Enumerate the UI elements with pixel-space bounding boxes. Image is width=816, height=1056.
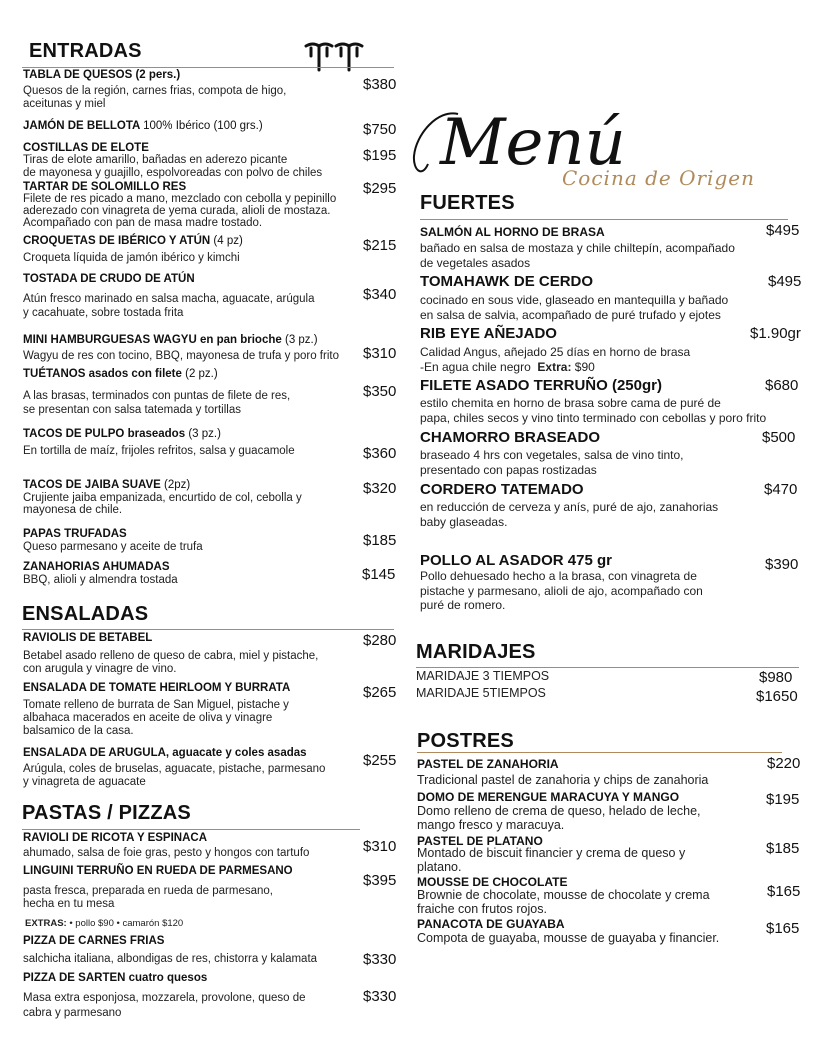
menu-item-desc: Betabel asado relleno de queso de cabra, miel y pistache, con arugula y vinagre de vino. [23, 650, 319, 675]
section-rule [22, 67, 394, 68]
menu-item-price: $1650 [756, 688, 798, 705]
menu-item-price: $1.90gr [750, 325, 801, 342]
menu-item-desc: ahumado, salsa de foie gras, pesto y hongos con tartufo [23, 847, 310, 859]
menu-item-desc: En tortilla de maíz, frijoles refritos, salsa y guacamole [23, 445, 295, 457]
menu-item-price: $470 [764, 481, 798, 498]
menu-item-price: $255 [363, 752, 397, 769]
menu-item-price: $165 [767, 883, 801, 900]
menu-item-desc: Arúgula, coles de bruselas, aguacate, pistache, parmesano y vinagreta de aguacate [23, 763, 326, 788]
menu-item-name: PANACOTA DE GUAYABA [417, 917, 565, 931]
menu-item-desc: salchicha italiana, albondigas de res, chistorra y kalamata [23, 953, 318, 965]
menu-item-name: DOMO DE MERENGUE MARACUYA Y MANGO [417, 790, 680, 804]
menu-item-desc: Montado de biscuit financier y crema de queso y platano. [417, 846, 686, 874]
menu-item-name: ZANAHORIAS AHUMADAS [23, 561, 170, 573]
menu-subtitle: Cocina de Origen [562, 166, 755, 190]
menu-item-name: TACOS DE JAIBA SUAVE (2pz) [23, 479, 191, 491]
section-title-pastas: PASTAS / PIZZAS [22, 802, 191, 824]
menu-item-price: $360 [363, 445, 397, 462]
menu-item-desc: Masa extra esponjosa, mozzarela, provolone, queso de cabra y parmesano [23, 992, 306, 1019]
menu-item-name: TABLA DE QUESOS (2 pers.) [23, 69, 181, 81]
menu-item-name: FILETE ASADO TERRUÑO (250gr) [420, 377, 662, 394]
menu-item-desc: bañado en salsa de mostaza y chile chiltepín, acompañado de vegetales asados [420, 241, 735, 270]
menu-item-desc: Calidad Angus, añejado 25 días en horno de brasa -En agua chile negro Extra: $90 [420, 345, 691, 374]
menu-item-name: MOUSSE DE CHOCOLATE [417, 875, 568, 889]
section-title-entradas: ENTRADAS [29, 40, 142, 62]
menu-item-name: TUÉTANOS asados con filete (2 pz.) [23, 368, 218, 380]
menu-item-price: $495 [766, 222, 800, 239]
menu-item-price: $340 [363, 286, 397, 303]
menu-item-price: $750 [363, 121, 397, 138]
menu-item-name: RIB EYE AÑEJADO [420, 325, 557, 342]
menu-item-price: $320 [363, 480, 397, 497]
menu-item-desc: Brownie de chocolate, mousse de chocolate y crema fraiche con frutos rojos. [417, 888, 710, 916]
menu-item-desc: braseado 4 hrs con vegetales, salsa de vino tinto, presentado con papas rostizadas [420, 448, 684, 477]
menu-item-price: $195 [363, 147, 397, 164]
menu-item-desc: Croqueta líquida de jamón ibérico y kimchi [23, 252, 240, 264]
section-title-maridajes: MARIDAJES [416, 641, 536, 663]
menu-item-name: SALMÓN AL HORNO DE BRASA [420, 225, 605, 239]
menu-item-price: $215 [363, 237, 397, 254]
menu-item-desc: BBQ, alioli y almendra tostada [23, 574, 178, 586]
section-title-fuertes: FUERTES [420, 192, 515, 214]
menu-item-price: $185 [363, 532, 397, 549]
menu-item-name: PIZZA DE SARTEN cuatro quesos [23, 972, 208, 984]
menu-item-price: $185 [766, 840, 800, 857]
menu-item-desc: pasta fresca, preparada en rueda de parmesano, hecha en tu mesa [23, 885, 273, 910]
menu-item-name: CORDERO TATEMADO [420, 481, 584, 498]
menu-item-name: CHAMORRO BRASEADO [420, 429, 600, 446]
section-rule [417, 752, 782, 753]
menu-item-price: $310 [363, 838, 397, 855]
menu-item-name: MARIDAJE 5TIEMPOS [416, 686, 546, 700]
menu-item-name: PIZZA DE CARNES FRIAS [23, 935, 165, 947]
menu-item-desc: Pollo dehuesado hecho a la brasa, con vinagreta de pistache y parmesano, alioli de ajo, acompañado con puré de romero. [420, 569, 703, 612]
menu-item-name: COSTILLAS DE ELOTE [23, 142, 149, 154]
menu-item-desc: en reducción de cerveza y anís, puré de ajo, zanahorias baby glaseadas. [420, 500, 719, 529]
section-rule [416, 667, 799, 668]
menu-item-desc: Wagyu de res con tocino, BBQ, mayonesa de trufa y poro frito [23, 350, 339, 362]
section-title-ensaladas: ENSALADAS [22, 603, 149, 625]
menu-item-desc: Crujiente jaiba empanizada, encurtido de col, cebolla y mayonesa de chile. [23, 492, 302, 516]
menu-item-name: RAVIOLI DE RICOTA Y ESPINACA [23, 832, 208, 844]
menu-item-price: $980 [759, 669, 793, 686]
menu-item-name: PASTEL DE PLATANO [417, 834, 543, 848]
menu-item-extras: EXTRAS: • pollo $90 • camarón $120 [25, 918, 184, 929]
menu-item-desc: cocinado en sous vide, glaseado en mantequilla y bañado en salsa de salvia, acompañado de puré trufado y ejotes [420, 293, 729, 322]
menu-item-price: $350 [363, 383, 397, 400]
menu-item-price: $295 [363, 180, 397, 197]
menu-item-desc: Tradicional pastel de zanahoria y chips de zanahoria [417, 773, 709, 787]
menu-item-name: TOMAHAWK DE CERDO [420, 273, 594, 290]
menu-item-name: ENSALADA DE ARUGULA, aguacate y coles asadas [23, 747, 307, 759]
menu-item-name: PAPAS TRUFADAS [23, 528, 127, 540]
menu-item-price: $310 [363, 345, 397, 362]
menu-item-name: CROQUETAS DE IBÉRICO Y ATÚN (4 pz) [23, 235, 243, 247]
menu-item-desc: Queso parmesano y aceite de trufa [23, 541, 203, 553]
menu-item-price: $330 [363, 988, 397, 1005]
menu-item-name: POLLO AL ASADOR 475 gr [420, 552, 612, 569]
menu-item-desc: Tomate relleno de burrata de San Miguel, pistache y albahaca macerados en aceite de oliva y vinagre balsamico de la casa. [23, 699, 289, 737]
menu-item-name: TARTAR DE SOLOMILLO RES [23, 181, 187, 193]
flourish-icon [408, 104, 468, 184]
menu-item-price: $500 [762, 429, 796, 446]
menu-item-name: PASTEL DE ZANAHORIA [417, 757, 559, 771]
menu-item-desc: Filete de res picado a mano, mezclado con cebolla y pepinillo aderezado con vinagreta de yema curada, alioli de mostaza. Acompañado con pan de masa madre tostado. [23, 193, 337, 229]
section-title-postres: POSTRES [417, 730, 514, 752]
menu-item-price: $390 [765, 556, 799, 573]
menu-item-name: MINI HAMBURGUESAS WAGYU en pan brioche (3 pz.) [23, 334, 318, 346]
menu-item-name: LINGUINI TERRUÑO EN RUEDA DE PARMESANO [23, 865, 293, 877]
menu-item-desc: estilo chemita en horno de brasa sobre cama de puré de papa, chiles secos y vino tinto terminado con cebollas y poro frito [420, 396, 767, 425]
menu-item-price: $330 [363, 951, 397, 968]
section-rule [420, 219, 788, 220]
menu-item-price: $280 [363, 632, 397, 649]
menu-item-desc: A las brasas, terminados con puntas de filete de res, se presentan con salsa tatemada y tortillas [23, 390, 291, 416]
menu-item-name: ENSALADA DE TOMATE HEIRLOOM Y BURRATA [23, 682, 291, 694]
menu-item-name: JAMÓN DE BELLOTA 100% Ibérico (100 grs.) [23, 120, 263, 132]
section-rule [22, 829, 360, 830]
menu-item-price: $220 [767, 755, 801, 772]
menu-item-desc: Atún fresco marinado en salsa macha, aguacate, arúgula y cacahuate, sobre tostada frita [23, 293, 315, 319]
menu-item-price: $165 [766, 920, 800, 937]
menu-item-price: $145 [362, 566, 396, 583]
menu-item-desc: Compota de guayaba, mousse de guayaba y financier. [417, 931, 720, 945]
menu-item-name: TACOS DE PULPO braseados (3 pz.) [23, 428, 221, 440]
menu-item-name: TOSTADA DE CRUDO DE ATÚN [23, 273, 195, 285]
menu-title: Menú [440, 106, 626, 180]
menu-item-desc: Tiras de elote amarillo, bañadas en aderezo picante de mayonesa y guajillo, espolvoreadas con polvo de chiles [23, 154, 323, 179]
menu-item-price: $495 [768, 273, 802, 290]
menu-item-price: $265 [363, 684, 397, 701]
menu-item-price: $380 [363, 76, 397, 93]
menu-item-desc: Quesos de la región, carnes frias, compota de higo, aceitunas y miel [23, 85, 287, 110]
menu-item-price: $195 [766, 791, 800, 808]
menu-item-desc: Domo relleno de crema de queso, helado de leche, mango fresco y maracuya. [417, 804, 701, 832]
menu-item-price: $680 [765, 377, 799, 394]
menu-item-name: MARIDAJE 3 TIEMPOS [416, 669, 550, 683]
menu-item-name: RAVIOLIS DE BETABEL [23, 632, 153, 644]
section-rule [22, 629, 394, 630]
menu-item-price: $395 [363, 872, 397, 889]
